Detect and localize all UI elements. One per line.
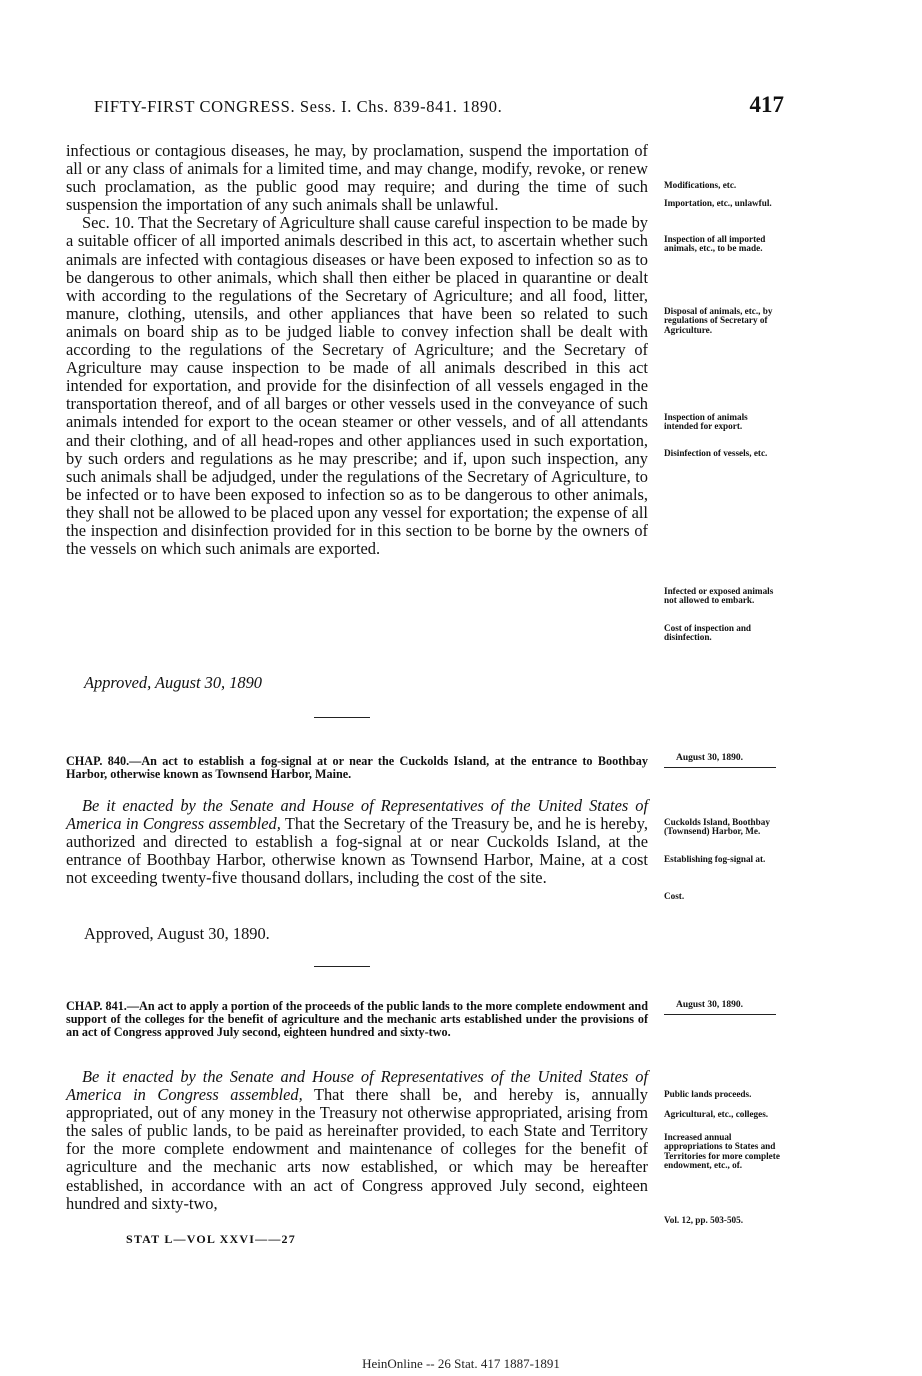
margin-note: Cost of inspection and disinfection.	[664, 623, 752, 643]
margin-note: Disinfection of vessels, etc.	[664, 448, 768, 458]
page-header	[94, 94, 784, 124]
margin-note: Inspection of all imported animals, etc., to be made.	[664, 234, 766, 254]
margin-note: Establishing fog-signal at.	[664, 854, 766, 864]
chap-840-number: CHAP. 840.	[66, 754, 130, 768]
chap-840-text	[66, 797, 648, 887]
chap-841-number: CHAP. 841.	[66, 999, 127, 1013]
divider	[314, 717, 370, 718]
chap-840-title: —An act to establish a fog-signal at or near the Cuckolds Island, at the entrance to Boothbay Harbor, otherwise known as Townsend Harbor, Maine.	[66, 754, 648, 782]
margin-note: Infected or exposed animals not allowed to embark.	[664, 586, 774, 606]
chap-841-paragraph	[66, 1068, 648, 1213]
chap-840-body: That the Secretary of the Treasury be, and he is hereby, authorized and directed to establish a fog-signal at or near Cuckolds Island, at the entrance of Boothbay Harbor, otherwise known as Townsend Harbor, Maine, at a cost not exceeding twenty-five thousand dollars, including the cost of the site.	[66, 814, 648, 888]
approved-line-839: Approved, August 30, 1890	[84, 673, 263, 692]
chap-841-text	[66, 1068, 648, 1213]
section-text	[66, 142, 648, 558]
date-note-rule	[664, 767, 776, 768]
chap-840-date-note	[676, 753, 778, 768]
date-note-rule	[664, 1014, 776, 1015]
paragraph-continuation: infectious or contagious diseases, he may, by proclamation, suspend the importation of all or any class of animals for a limited time, and may change, modify, revoke, or renew such proclamation, as the public good may require; and during the time of such suspension the importation of any such animals shall be unlawful.	[66, 141, 648, 215]
chap-841-body: That there shall be, and hereby is, annually appropriated, out of any money in the Treasury not otherwise appropriated, arising from the sales of public lands, to be paid as hereinafter provided, to each State and Territory for the more complete endowment and maintenance of colleges for the benefit of agriculture and the mechanic arts now established, or which may be hereafter established, in accordance with an act of Congress approved July second, eighteen hundred and sixty-two,	[66, 1085, 648, 1213]
margin-note: Inspection of animals intended for export.	[664, 412, 748, 432]
margin-note: Cost.	[664, 891, 685, 901]
chap-841-heading	[66, 1000, 648, 1040]
signature-mark: STAT L—VOL XXVI——27	[126, 1232, 296, 1246]
margin-note: Vol. 12, pp. 503-505.	[664, 1215, 744, 1225]
margin-note: Increased annual appropriations to States and Territories for more complete endowment, etc., of.	[664, 1132, 780, 1171]
margin-note: Importation, etc., unlawful.	[664, 198, 772, 208]
date-note-text: August 30, 1890.	[676, 753, 744, 763]
running-head: FIFTY-FIRST CONGRESS. Sess. I. Chs. 839-841. 1890.	[94, 97, 503, 116]
margin-note: Disposal of animals, etc., by regulations of Secretary of Agriculture.	[664, 306, 773, 335]
margin-note: Cuckolds Island, Boothbay (Townsend) Harbor, Me.	[664, 817, 770, 837]
date-note-text: August 30, 1890.	[676, 1000, 744, 1010]
source-footer: HeinOnline -- 26 Stat. 417 1887-1891	[362, 1356, 560, 1371]
page-number: 417	[749, 92, 784, 117]
chap-841-date-note	[676, 1000, 778, 1015]
margin-note: Public lands proceeds.	[664, 1089, 752, 1099]
paragraph-sec-10: Sec. 10. That the Secretary of Agriculture shall cause careful inspection to be made by a suitable officer of all imported animals described in this act, to ascertain whether such animals are infected with contagious diseases or have been exposed to infection so as to be dangerous to other animals, which shall then either be placed in quarantine or dealt with according to the regulations of the Secretary of Agriculture; and all food, litter, manure, clothing, utensils, and other appliances that have been so related to such animals on board ship as to be judged liable to convey infection shall be dealt with according to the regulations of the Secretary of Agriculture; and the Secretary of Agriculture may cause inspection to be made of all animals described in this act intended for exportation, and provide for the disinfection of all vessels engaged in the transportation thereof, and of all barges or other vessels used in the conveyance of such animals intended for export to the ocean steamer or other vessels, and of all attendants and their clothing, and of all head-ropes and other appliances used in such exportation, by such orders and regulations as he may prescribe; and if, upon such inspection, any such animals shall be adjudged, under the regulations of the Secretary of Agriculture, to be infected or to have been exposed to infection so as to be dangerous to other animals, they shall not be allowed to be placed upon any vessel for exportation; the expense of all the inspection and disinfection provided for in this section to be borne by the owners of the vessels on which such animals are exported.	[66, 213, 648, 559]
enacting-clause: Be it enacted by the Senate and House of Representatives of the United States of America in Congress assembled,	[66, 1067, 648, 1105]
chap-841-title: —An act to apply a portion of the proceeds of the public lands to the more complete endowment and support of the colleges for the benefit of agriculture and the mechanic arts established under the provisions of an act of Congress approved July second, eighteen hundred and sixty-two.	[66, 999, 648, 1040]
chap-840-paragraph	[66, 797, 648, 887]
divider	[314, 966, 370, 967]
margin-note: Agricultural, etc., colleges.	[664, 1109, 769, 1119]
enacting-clause: Be it enacted by the Senate and House of Representatives of the United States of America in Congress assembled,	[66, 796, 648, 834]
chap-840-heading	[66, 755, 648, 781]
approved-line-840: Approved, August 30, 1890.	[84, 924, 270, 943]
margin-note: Modifications, etc.	[664, 180, 737, 190]
